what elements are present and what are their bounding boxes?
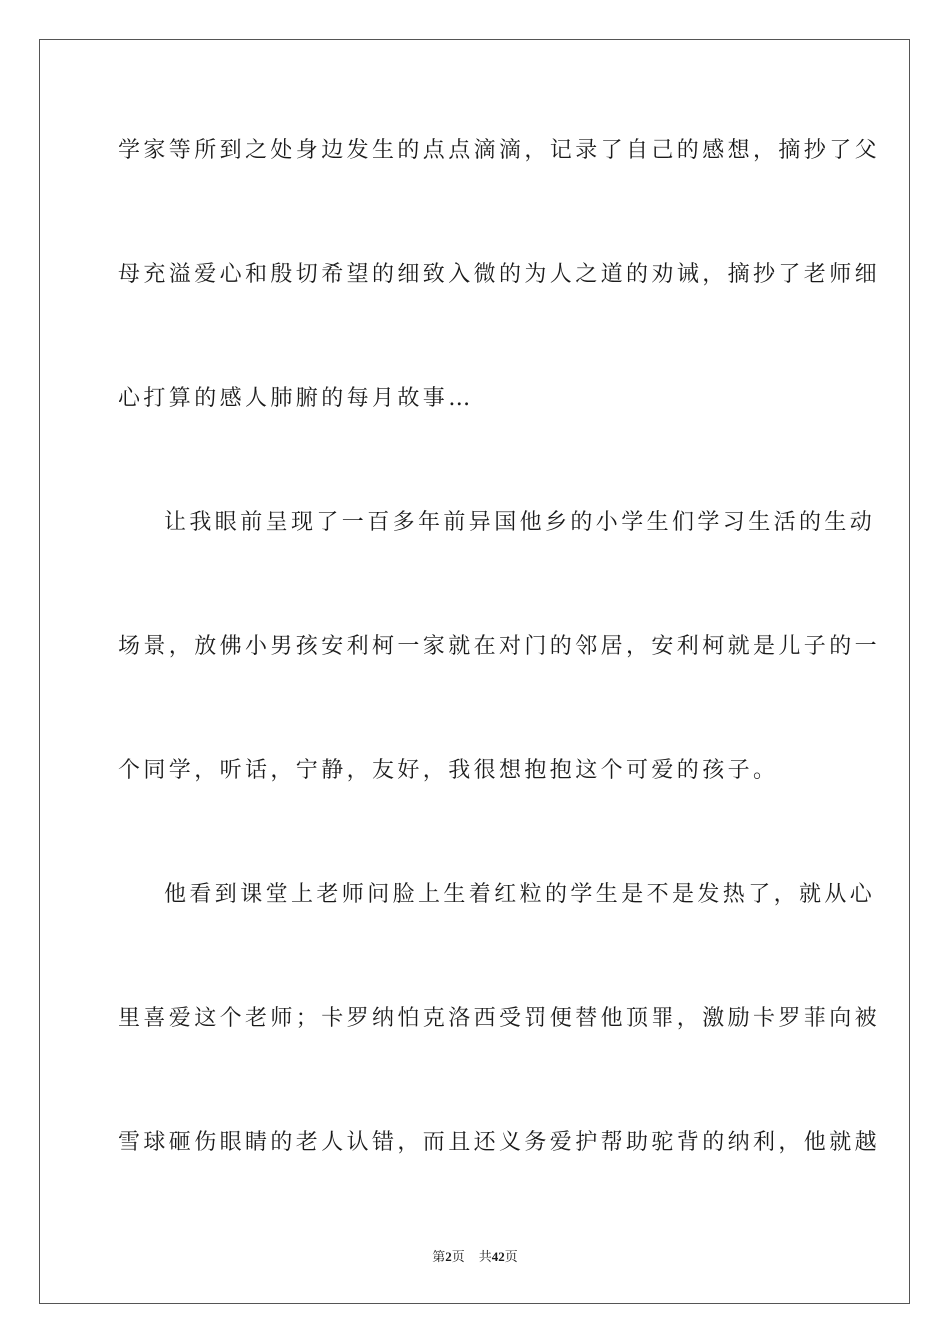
paragraph-3-line-2: 里喜爱这个老师；卡罗纳怕克洛西受罚便替他顶罪，激励卡罗菲向被	[118, 1006, 881, 1031]
total-pages: 42	[491, 1249, 505, 1264]
total-label-prefix: 共	[478, 1249, 492, 1264]
text-line-3: 心打算的感人肺腑的每月故事…	[118, 386, 474, 411]
paragraph-3-line-3: 雪球砸伤眼睛的老人认错，而且还义务爱护帮助驼背的纳利，他就越	[118, 1130, 881, 1155]
text-line-2: 母充溢爱心和殷切希望的细致入微的为人之道的劝诫，摘抄了老师细	[118, 262, 881, 287]
text-line-1: 学家等所到之处身边发生的点点滴滴，记录了自己的感想，摘抄了父	[118, 138, 881, 163]
page-border	[39, 39, 910, 1304]
page-label-prefix: 第	[432, 1249, 446, 1264]
page-number: 2	[445, 1249, 452, 1264]
total-label-suffix: 页	[504, 1249, 518, 1264]
paragraph-3-line-1: 他看到课堂上老师问脸上生着红粒的学生是不是发热了，就从心	[164, 882, 876, 907]
paragraph-2-line-3: 个同学，听话，宁静，友好，我很想抱抱这个可爱的孩子。	[118, 758, 779, 783]
page-footer	[0, 1248, 950, 1266]
paragraph-2-line-2: 场景，放佛小男孩安利柯一家就在对门的邻居，安利柯就是儿子的一	[118, 634, 881, 659]
page-label-suffix: 页	[451, 1249, 465, 1264]
paragraph-2-line-1: 让我眼前呈现了一百多年前异国他乡的小学生们学习生活的生动	[164, 510, 876, 535]
